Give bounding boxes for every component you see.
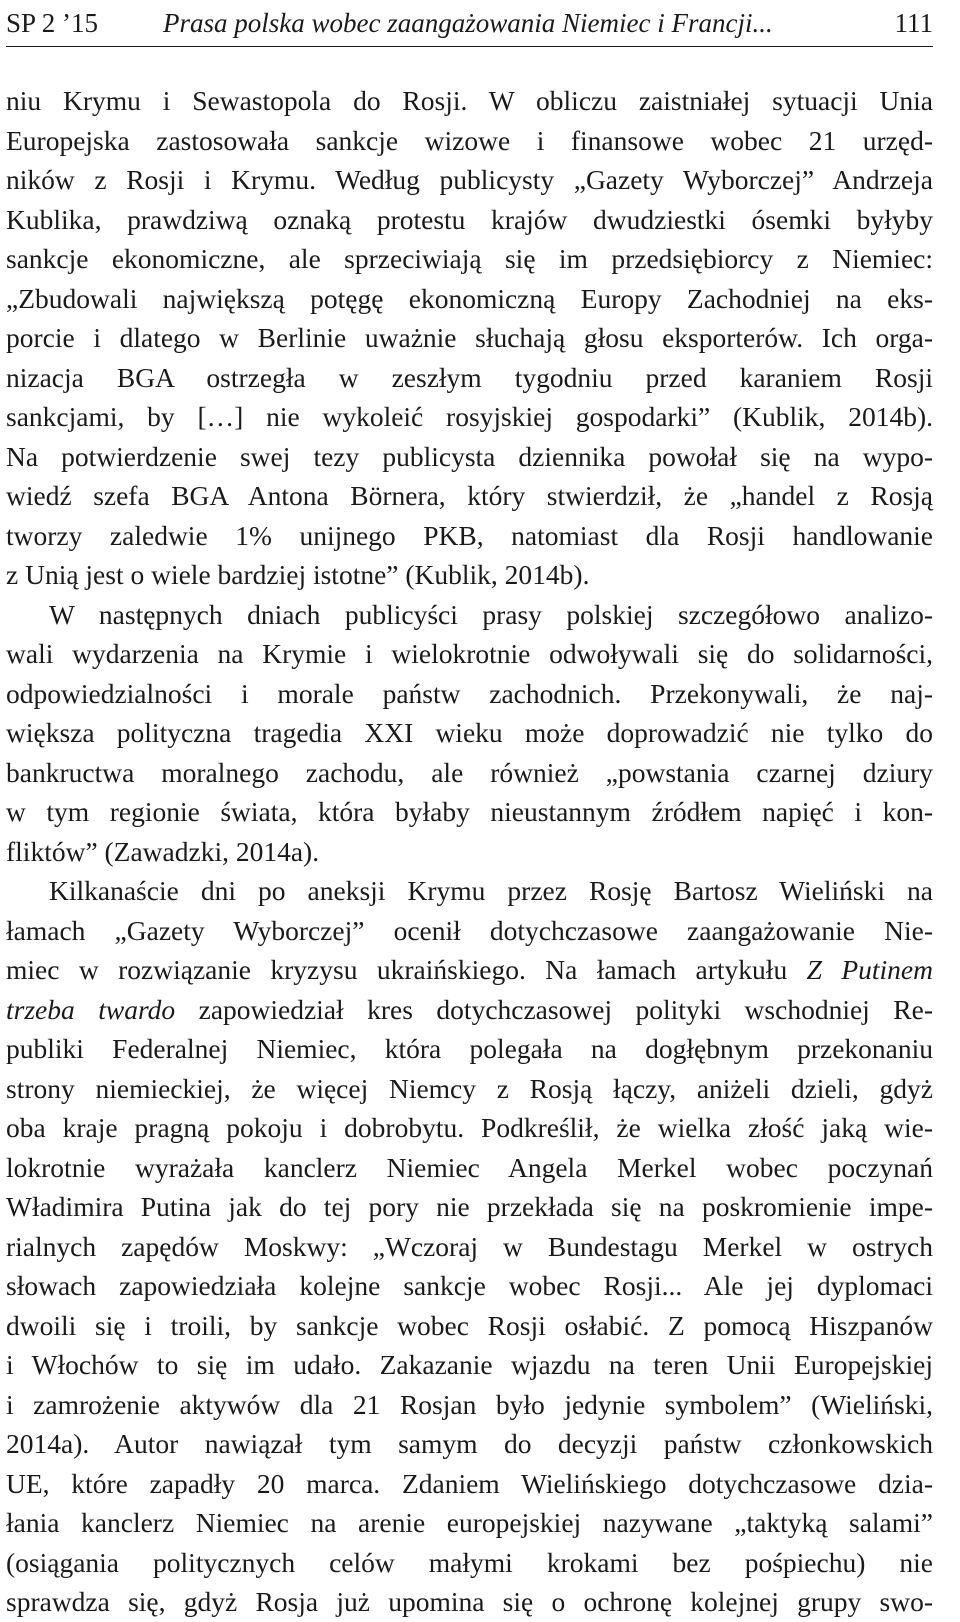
text-line (6, 1029, 933, 1069)
body-text (6, 81, 933, 1622)
text-line (6, 121, 933, 161)
running-head (6, 0, 933, 38)
text-line (6, 1148, 933, 1188)
line-text: ników z Rosji i Krymu. Według publicysty „Gazety Wyborczej” Andrzeja (6, 164, 933, 195)
text-line (6, 516, 933, 556)
text-line (6, 397, 933, 437)
line-text: i zamrożenie aktywów dla 21 Rosjan było jedynie symbolem” (Wieliński, (6, 1388, 933, 1420)
line-text: sankcje ekonomiczne, ale sprzeciwiają się im przedsiębiorcy z Niemiec: (6, 243, 933, 274)
line-text: publiki Federalnej Niemiec, która polegała na dogłębnym przekonaniu (6, 1033, 933, 1064)
page-number: 111 (894, 8, 933, 38)
text-line (6, 674, 933, 714)
text-line (6, 1306, 933, 1346)
text-line (6, 871, 933, 911)
text-line (6, 318, 933, 358)
text-line (6, 200, 933, 240)
text-line (6, 1385, 933, 1425)
line-text: rialnych zapędów Moskwy: „Wczoraj w Bundestagu Merkel w ostrych (6, 1230, 933, 1262)
text-line (6, 437, 933, 477)
line-text: wali wydarzenia na Krymie i wielokrotnie odwoływali się do solidarności, (6, 638, 933, 669)
line-text: i Włochów to się im udało. Zakazanie wjazdu na teren Unii Europejskiej (6, 1349, 933, 1380)
text-line (6, 1227, 933, 1267)
text-line (6, 950, 933, 990)
line-text: łania kanclerz Niemiec na arenie europejskiej nazywane „taktyką salami” (6, 1507, 933, 1538)
text-line (6, 832, 933, 872)
text-line (6, 279, 933, 319)
line-text: 2014a). Autor nawiązał tym samym do decyzji państw członkowskich (6, 1428, 933, 1459)
article-title-italic: trzeba twardo (6, 993, 176, 1025)
text-line (6, 753, 933, 793)
text-line (6, 595, 933, 635)
line-text: oba kraje pragną pokoju i dobrobytu. Podkreślił, że wielka złość jaką wie- (6, 1112, 933, 1143)
running-article-title: Prasa polska wobec zaangażowania Niemiec i Francji... (163, 8, 773, 38)
text-line (6, 990, 933, 1030)
text-line (6, 1424, 933, 1464)
line-text: zapowiedział kres dotychczasowej polityki wschodniej Re- (175, 993, 933, 1025)
text-line (6, 911, 933, 951)
line-text: Na potwierdzenie swej tezy publicysta dziennika powołał się na wypo- (6, 440, 933, 472)
text-line (6, 634, 933, 674)
line-text: sprawdza się, gdyż Rosja już upomina się o ochronę kolejnej grupy swo- (6, 1586, 933, 1617)
line-text: W następnych dniach publicyści prasy polskiej szczegółowo analizo- (49, 598, 933, 630)
journal-issue: SP 2 ’15 (6, 8, 99, 38)
line-text: „Zbudowali największą potęgę ekonomiczną Europy Zachodniej na eks- (6, 282, 933, 314)
text-line (6, 476, 933, 516)
line-text: (osiągania politycznych celów małymi krokami bez pośpiechu) nie (6, 1546, 933, 1578)
text-line (6, 555, 933, 595)
text-line (6, 1582, 933, 1622)
line-text: fliktów” (Zawadzki, 2014a). (6, 835, 320, 867)
line-text: z Unią jest o wiele bardziej istotne” (Kublik, 2014b). (6, 559, 590, 590)
line-text: Europejska zastosowała sankcje wizowe i finansowe wobec 21 urzęd- (6, 124, 933, 156)
text-line (6, 1187, 933, 1227)
line-text: dwoili się i troili, by sankcje wobec Rosji osłabić. Z pomocą Hiszpanów (6, 1309, 933, 1341)
line-text: wiedź szefa BGA Antona Börnera, który stwierdził, że „handel z Rosją (6, 480, 933, 511)
text-line (6, 713, 933, 753)
line-text: UE, które zapadły 20 marca. Zdaniem Wielińskiego dotychczasowe dzia- (6, 1467, 933, 1499)
text-line (6, 239, 933, 279)
header-rule (6, 46, 933, 47)
line-text: większa polityczna tragedia XXI wieku może doprowadzić nie tylko do (6, 717, 933, 748)
text-line (6, 1108, 933, 1148)
text-line (6, 1266, 933, 1306)
line-text: Kilkanaście dni po aneksji Krymu przez Rosję Bartosz Wieliński na (49, 875, 933, 906)
text-line (6, 81, 933, 121)
line-text: w tym regionie świata, która byłaby nieustannym źródłem napięć i kon- (6, 796, 933, 827)
line-text: tworzy zaledwie 1% unijnego PKB, natomiast dla Rosji handlowanie (6, 519, 933, 551)
article-title-italic: Z Putinem (806, 954, 933, 985)
line-text: łamach „Gazety Wyborczej” ocenił dotychczasowe zaangażowanie Nie- (6, 914, 933, 946)
text-line (6, 792, 933, 832)
line-text: nizacja BGA ostrzegła w zeszłym tygodniu przed karaniem Rosji (6, 361, 933, 393)
line-text: niu Krymu i Sewastopola do Rosji. W obliczu zaistniałej sytuacji Unia (6, 85, 933, 116)
line-text: słowach zapowiedziała kolejne sankcje wobec Rosji... Ale jej dyplomaci (6, 1270, 933, 1301)
text-line (6, 358, 933, 398)
line-text: miec w rozwiązanie kryzysu ukraińskiego. Na łamach artykułu (6, 954, 807, 985)
line-text: odpowiedzialności i morale państw zachodnich. Przekonywali, że naj- (6, 677, 933, 709)
text-line (6, 1543, 933, 1583)
line-text: Władimira Putina jak do tej pory nie przekłada się na poskromienie impe- (6, 1191, 933, 1222)
text-line (6, 1464, 933, 1504)
line-text: strony niemieckiej, że więcej Niemcy z Rosją łączy, aniżeli dzieli, gdyż (6, 1072, 933, 1104)
text-line (6, 1069, 933, 1109)
line-text: Kublika, prawdziwą oznaką protestu krajów dwudziestki ósemki byłyby (6, 203, 933, 235)
line-text: lokrotnie wyrażała kanclerz Niemiec Angela Merkel wobec poczynań (6, 1151, 933, 1183)
text-line (6, 1503, 933, 1543)
journal-page (6, 0, 933, 1617)
line-text: bankructwa moralnego zachodu, ale również „powstania czarnej dziury (6, 756, 933, 788)
line-text: sankcjami, by […] nie wykoleić rosyjskiej gospodarki” (Kublik, 2014b). (6, 401, 933, 432)
line-text: porcie i dlatego w Berlinie uważnie słuchają głosu eksporterów. Ich orga- (6, 322, 933, 353)
text-line (6, 1345, 933, 1385)
text-line (6, 160, 933, 200)
